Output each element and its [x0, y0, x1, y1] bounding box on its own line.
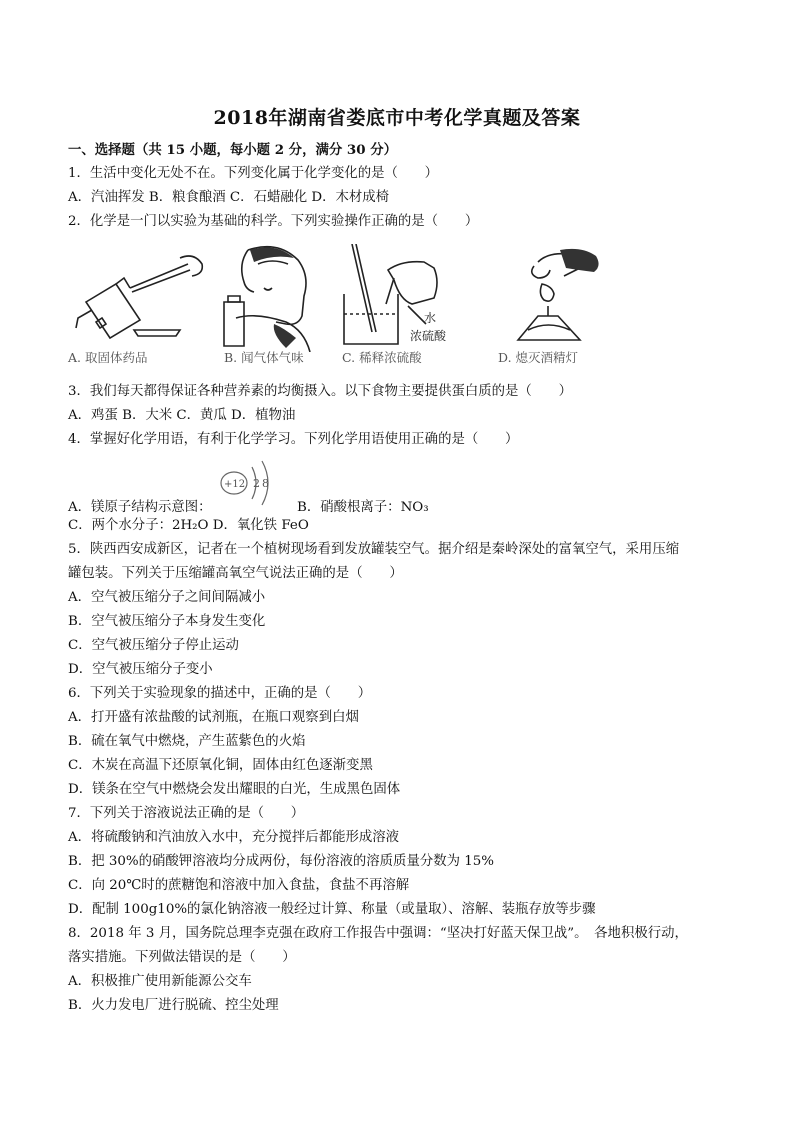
q5-option-a: A．空气被压缩分子之间间隔减小: [68, 590, 266, 605]
q6-option-c: C．木炭在高温下还原氧化铜，固体由红色逐渐变黑: [68, 758, 373, 773]
atom-shell-2: 8: [262, 477, 269, 490]
q6-option-a: A．打开盛有浓盐酸的试剂瓶，在瓶口观察到白烟: [68, 710, 359, 725]
figure-b-smell-gas: [218, 244, 318, 352]
atom-nucleus: +12: [224, 479, 246, 490]
q1-stem: 1．生活中变化无处不在。下列变化属于化学变化的是（ ）: [68, 166, 439, 181]
q1-options: A．汽油挥发 B．粮食酿酒 C．石蜡融化 D．木材成椅: [68, 190, 390, 205]
q7-option-a: A．将硫酸钠和汽油放入水中，充分搅拌后都能形成溶液: [68, 830, 400, 845]
figure-c-dilute-acid: [338, 244, 468, 352]
q8-option-a: A．积极推广使用新能源公交车: [68, 974, 252, 989]
label-water: 水: [424, 311, 437, 325]
caption-d: D. 熄灭酒精灯: [498, 350, 579, 365]
q2-stem: 2．化学是一门以实验为基础的科学。下列实验操作正确的是（ ）: [68, 214, 479, 229]
caption-a: A. 取固体药品: [68, 350, 148, 365]
label-acid: 浓硫酸: [410, 329, 447, 343]
q8-stem-2: 落实措施。下列做法错误的是（ ）: [68, 950, 296, 965]
q4-stem: 4．掌握好化学用语，有利于化学学习。下列化学用语使用正确的是（ ）: [68, 432, 519, 447]
q7-option-d: D．配制 100g10%的氯化钠溶液一般经过计算、称量（或量取）、溶解、装瓶存放等步骤: [68, 902, 596, 917]
q4-option-b: B．硝酸根离子：NO₃: [297, 500, 429, 515]
mg-atom-diagram: [218, 455, 280, 515]
q5-option-d: D．空气被压缩分子变小: [68, 662, 213, 677]
caption-c: C. 稀释浓硫酸: [342, 350, 422, 365]
q5-stem-2: 罐包装。下列关于压缩罐高氧空气说法正确的是（ ）: [68, 566, 403, 581]
q7-stem: 7．下列关于溶液说法正确的是（ ）: [68, 806, 305, 821]
atom-shell-1: 2: [253, 477, 260, 490]
q2-figures: [68, 244, 628, 372]
q6-stem: 6．下列关于实验现象的描述中，正确的是（ ）: [68, 686, 372, 701]
figure-d-alcohol-lamp: [498, 244, 608, 352]
q4-options-cd: C．两个水分子：2H₂O D．氧化铁 FeO: [68, 518, 309, 533]
q5-option-c: C．空气被压缩分子停止运动: [68, 638, 239, 653]
q8-option-b: B．火力发电厂进行脱硫、控尘处理: [68, 998, 279, 1013]
figure-a-solid-reagent: [68, 244, 208, 354]
caption-b: B. 闻气体气味: [224, 350, 304, 365]
q8-stem-1: 8．2018 年 3 月，国务院总理李克强在政府工作报告中强调：“坚决打好蓝天保卫战”。 各地积极行动，: [68, 926, 688, 941]
page-title: 2018年湖南省娄底市中考化学真题及答案: [213, 107, 581, 129]
q7-option-c: C．向 20℃时的蔗糖饱和溶液中加入食盐，食盐不再溶解: [68, 878, 410, 893]
q6-option-d: D．镁条在空气中燃烧会发出耀眼的白光，生成黑色固体: [68, 782, 401, 797]
q4-option-a: A．镁原子结构示意图：: [68, 500, 212, 515]
q7-option-b: B．把 30%的硝酸钾溶液均分成两份，每份溶液的溶质质量分数为 15%: [68, 854, 495, 869]
q5-stem-1: 5．陕西西安成新区，记者在一个植树现场看到发放罐装空气。据介绍是秦岭深处的富氧空气，采用压缩: [68, 542, 680, 557]
section-heading: 一、选择题（共 15 小题，每小题 2 分，满分 30 分）: [68, 142, 397, 158]
q3-options: A．鸡蛋 B．大米 C．黄瓜 D．植物油: [68, 408, 296, 423]
q5-option-b: B．空气被压缩分子本身发生变化: [68, 614, 266, 629]
q6-option-b: B．硫在氧气中燃烧，产生蓝紫色的火焰: [68, 734, 306, 749]
q3-stem: 3．我们每天都得保证各种营养素的均衡摄入。以下食物主要提供蛋白质的是（ ）: [68, 384, 572, 399]
